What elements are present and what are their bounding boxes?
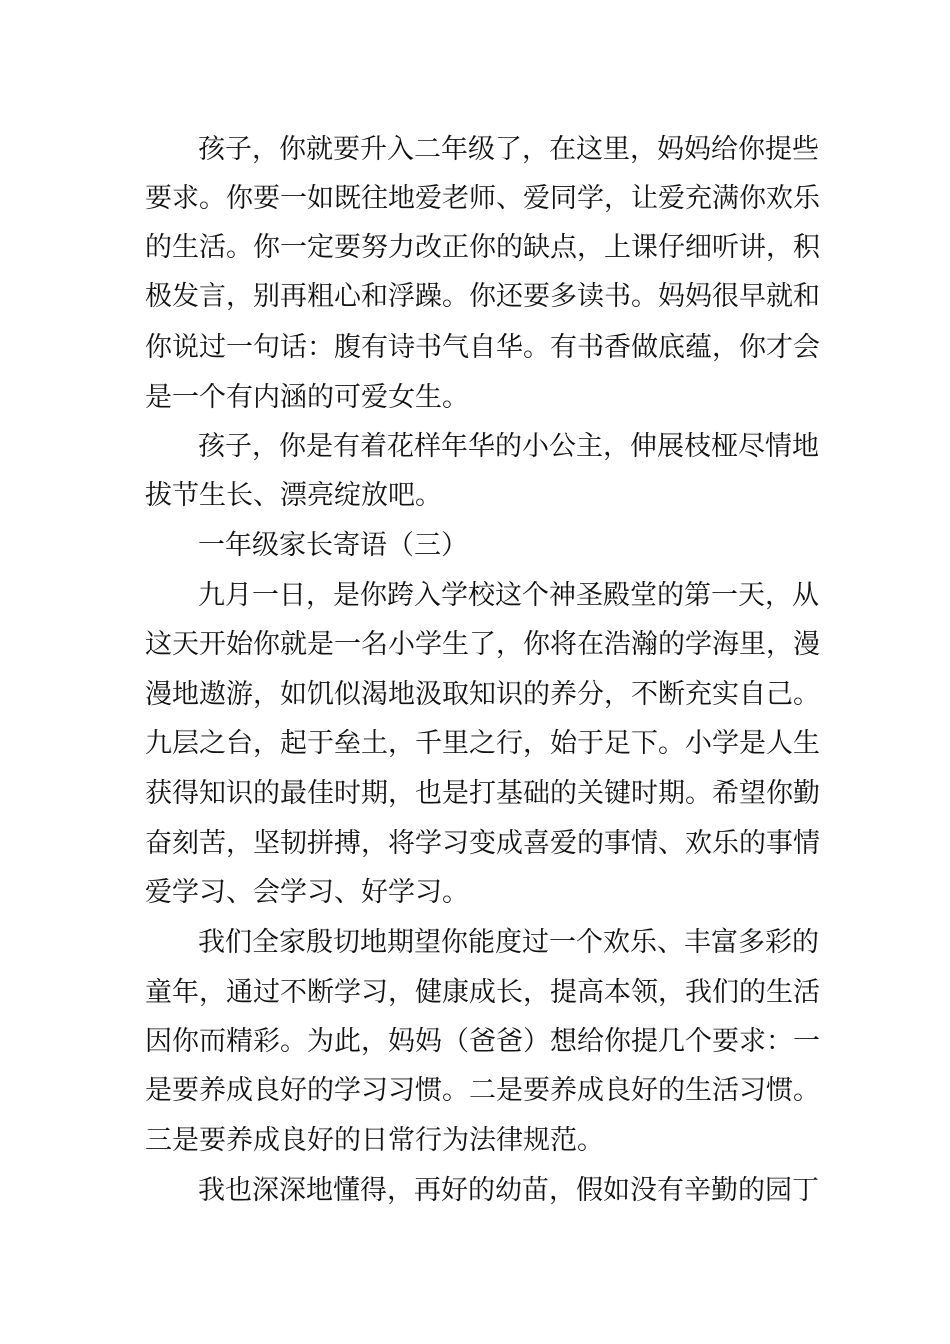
paragraph-line: 童年，通过不断学习，健康成长，提高本领，我们的生活 xyxy=(145,977,820,1008)
paragraph-line: 拔节生长、漂亮绽放吧。 xyxy=(145,480,442,511)
paragraph-line: 爱学习、会学习、好学习。 xyxy=(145,877,469,908)
paragraph-line: 九层之台，起于垒土，千里之行，始于足下。小学是人生 xyxy=(145,728,820,759)
section-heading: 一年级家长寄语（三） xyxy=(198,530,468,561)
paragraph-line: 孩子，你是有着花样年华的小公主，伸展枝桠尽情地 xyxy=(198,431,819,462)
paragraph-line: 漫地遨游，如饥似渴地汲取知识的养分，不断充实自己。 xyxy=(145,679,820,710)
paragraph-line: 你说过一句话：腹有诗书气自华。有书香做底蕴，你才会 xyxy=(145,332,820,363)
paragraph-line: 这天开始你就是一名小学生了，你将在浩瀚的学海里，漫 xyxy=(145,629,820,660)
paragraph-line: 是要养成良好的学习习惯。二是要养成良好的生活习惯。 xyxy=(145,1075,820,1106)
paragraph-line: 奋刻苦，坚韧拼搏，将学习变成喜爱的事情、欢乐的事情 xyxy=(145,828,820,859)
paragraph-line: 极发言，别再粗心和浮躁。你还要多读书。妈妈很早就和 xyxy=(145,281,820,312)
paragraph-line: 是一个有内涵的可爱女生。 xyxy=(145,382,469,413)
paragraph-line: 获得知识的最佳时期，也是打基础的关键时期。希望你勤 xyxy=(145,778,820,809)
paragraph-line: 要求。你要一如既往地爱老师、爱同学，让爱充满你欢乐 xyxy=(145,183,820,214)
paragraph-line: 九月一日，是你跨入学校这个神圣殿堂的第一天，从 xyxy=(198,580,819,611)
paragraph-line: 因你而精彩。为此，妈妈（爸爸）想给你提几个要求：一 xyxy=(145,1026,820,1057)
paragraph-line: 三是要养成良好的日常行为法律规范。 xyxy=(145,1125,604,1156)
paragraph-line: 我也深深地懂得，再好的幼苗，假如没有辛勤的园丁 xyxy=(198,1175,819,1206)
paragraph-line: 我们全家殷切地期望你能度过一个欢乐、丰富多彩的 xyxy=(198,927,819,958)
paragraph-line: 的生活。你一定要努力改正你的缺点，上课仔细听讲，积 xyxy=(145,232,820,263)
paragraph-line: 孩子，你就要升入二年级了，在这里，妈妈给你提些 xyxy=(198,134,819,165)
